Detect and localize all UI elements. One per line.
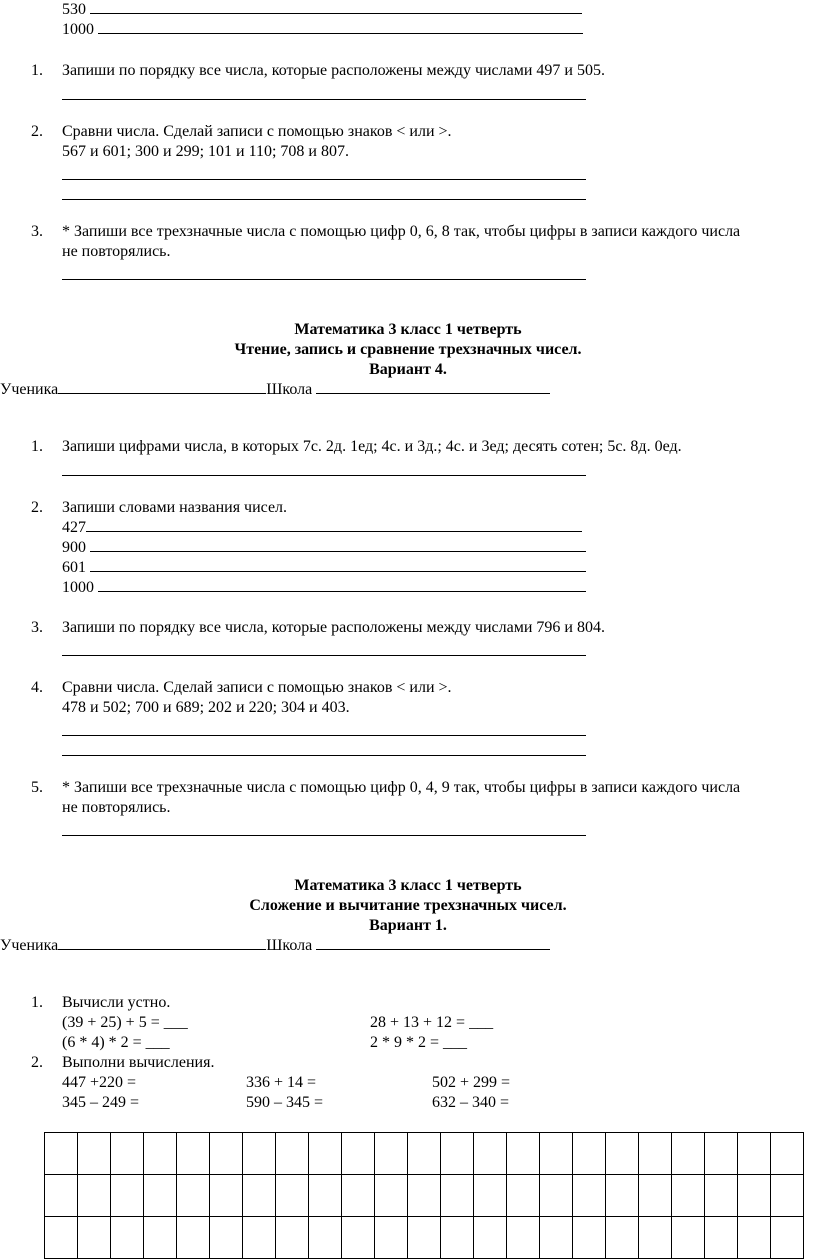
answer-line <box>62 475 586 476</box>
expression: 590 – 345 = <box>246 1094 324 1111</box>
worksheet-topic: Чтение, запись и сравнение трехзначных чисел. <box>234 341 582 358</box>
grid-cell <box>771 1175 804 1217</box>
task-text-line2: 478 и 502; 700 и 689; 202 и 220; 304 и 403. <box>62 699 350 716</box>
answer-line <box>62 735 586 736</box>
grid-cell <box>210 1133 243 1175</box>
grid-cell <box>573 1133 606 1175</box>
grid-cell <box>144 1217 177 1259</box>
task-number: 1. <box>31 62 43 79</box>
grid-cell <box>342 1217 375 1259</box>
task-text: Запиши по порядку все числа, которые расположены между числами 497 и 505. <box>62 62 605 79</box>
task-text: * Запиши все трехзначные числа с помощью цифр 0, 6, 8 так, чтобы цифры в записи каждого числа <box>62 223 741 240</box>
expression: 502 + 299 = <box>432 1074 511 1091</box>
grid-cell <box>738 1175 771 1217</box>
task-text: Вычисли устно. <box>62 994 171 1011</box>
grid-cell <box>639 1133 672 1175</box>
expression: 447 +220 = <box>62 1074 137 1091</box>
grid-cell <box>507 1133 540 1175</box>
answer-grid <box>44 1132 804 1259</box>
task-text: Запиши словами названия чисел. <box>62 499 288 516</box>
grid-cell <box>606 1133 639 1175</box>
grid-cell <box>144 1133 177 1175</box>
expression: 345 – 249 = <box>62 1094 140 1111</box>
grid-cell <box>309 1217 342 1259</box>
worksheet-title: Математика 3 класс 1 четверть <box>294 877 522 894</box>
answer-line <box>90 1 582 14</box>
school-name-line <box>316 937 550 950</box>
grid-cell <box>639 1175 672 1217</box>
grid-cell <box>441 1217 474 1259</box>
expression: (6 * 4) * 2 = ___ <box>62 1034 170 1051</box>
expression: 632 – 340 = <box>432 1094 510 1111</box>
task-text-line2: не повторялись. <box>62 799 171 816</box>
answer-line <box>98 21 583 34</box>
grid-cell <box>507 1217 540 1259</box>
grid-cell <box>45 1175 78 1217</box>
grid-cell <box>177 1217 210 1259</box>
grid-cell <box>705 1133 738 1175</box>
grid-cell <box>177 1175 210 1217</box>
answer-line <box>62 835 586 836</box>
school-label: Школа <box>266 381 313 398</box>
student-label: Ученика <box>0 381 59 398</box>
student-label: Ученика <box>0 937 59 954</box>
worksheet-variant: Вариант 4. <box>369 361 447 378</box>
grid-cell <box>78 1217 111 1259</box>
grid-cell <box>441 1133 474 1175</box>
task-number: 3. <box>31 223 43 240</box>
worksheet-title: Математика 3 класс 1 четверть <box>294 321 522 338</box>
grid-cell <box>342 1175 375 1217</box>
grid-cell <box>375 1175 408 1217</box>
grid-cell <box>771 1133 804 1175</box>
task-number: 2. <box>31 499 43 516</box>
grid-cell <box>738 1133 771 1175</box>
grid-cell <box>474 1217 507 1259</box>
grid-cell <box>474 1175 507 1217</box>
answer-line <box>86 519 582 532</box>
grid-cell <box>111 1217 144 1259</box>
grid-row <box>45 1175 804 1217</box>
grid-cell <box>771 1217 804 1259</box>
grid-cell <box>606 1217 639 1259</box>
grid-cell <box>540 1133 573 1175</box>
task-number: 1. <box>31 994 43 1011</box>
grid-cell <box>672 1133 705 1175</box>
grid-cell <box>738 1217 771 1259</box>
grid-cell <box>276 1133 309 1175</box>
grid-cell <box>474 1133 507 1175</box>
number-1000: 1000 <box>62 20 583 40</box>
grid-cell <box>606 1175 639 1217</box>
expression: 336 + 14 = <box>246 1074 317 1091</box>
number-427: 427 <box>62 518 582 538</box>
task-text: Запиши цифрами числа, в которых 7с. 2д. 1ед; 4с. и 3д.; 4с. и 3ед; десять сотен; 5с. 8д. 0ед. <box>62 438 682 455</box>
grid-cell <box>210 1217 243 1259</box>
grid-cell <box>705 1217 738 1259</box>
grid-cell <box>705 1175 738 1217</box>
grid-cell <box>276 1217 309 1259</box>
grid-cell <box>375 1217 408 1259</box>
answer-line <box>62 179 586 180</box>
grid-cell <box>177 1133 210 1175</box>
grid-cell <box>45 1133 78 1175</box>
answer-line <box>62 199 586 200</box>
worksheet-topic: Сложение и вычитание трехзначных чисел. <box>249 897 567 914</box>
student-name-line <box>58 381 266 394</box>
worksheet-variant: Вариант 1. <box>369 917 447 934</box>
grid-cell <box>540 1175 573 1217</box>
task-text: Сравни числа. Сделай записи с помощью знаков < или >. <box>62 679 452 696</box>
grid-cell <box>507 1175 540 1217</box>
grid-cell <box>210 1175 243 1217</box>
answer-line <box>90 539 586 552</box>
task-number: 2. <box>31 123 43 140</box>
task-text: * Запиши все трехзначные числа с помощью цифр 0, 4, 9 так, чтобы цифры в записи каждого числа <box>62 779 741 796</box>
grid-cell <box>573 1175 606 1217</box>
answer-line <box>62 655 586 656</box>
grid-cell <box>45 1217 78 1259</box>
expression: (39 + 25) + 5 = ___ <box>62 1014 188 1031</box>
student-school-line <box>0 936 550 956</box>
student-school-line <box>0 380 550 400</box>
number-601: 601 <box>62 558 586 578</box>
grid-cell <box>111 1175 144 1217</box>
student-name-line <box>58 937 266 950</box>
grid-row <box>45 1133 804 1175</box>
task-number: 1. <box>31 438 43 455</box>
grid-cell <box>111 1133 144 1175</box>
answer-line <box>90 559 586 572</box>
grid-cell <box>408 1217 441 1259</box>
answer-line <box>62 99 586 100</box>
task-text: Сравни числа. Сделай записи с помощью знаков < или >. <box>62 123 452 140</box>
grid-cell <box>78 1175 111 1217</box>
grid-cell <box>342 1133 375 1175</box>
grid-cell <box>408 1133 441 1175</box>
grid-cell <box>639 1217 672 1259</box>
answer-line <box>62 755 586 756</box>
grid-cell <box>408 1175 441 1217</box>
number-530: 530 <box>62 0 582 20</box>
grid-cell <box>375 1133 408 1175</box>
grid-cell <box>672 1175 705 1217</box>
grid-cell <box>276 1175 309 1217</box>
school-label: Школа <box>266 937 313 954</box>
school-name-line <box>316 381 550 394</box>
grid-cell <box>441 1175 474 1217</box>
grid-cell <box>573 1217 606 1259</box>
task-number: 2. <box>31 1054 43 1071</box>
answer-line <box>62 279 586 280</box>
grid-cell <box>243 1133 276 1175</box>
expression: 2 * 9 * 2 = ___ <box>370 1034 468 1051</box>
grid-cell <box>78 1133 111 1175</box>
grid-cell <box>144 1175 177 1217</box>
task-text: Запиши по порядку все числа, которые расположены между числами 796 и 804. <box>62 619 605 636</box>
task-text-line2: не повторялись. <box>62 243 171 260</box>
task-number: 5. <box>31 779 43 796</box>
number-1000: 1000 <box>62 578 586 598</box>
grid-cell <box>243 1217 276 1259</box>
grid-cell <box>243 1175 276 1217</box>
expression: 28 + 13 + 12 = ___ <box>370 1014 494 1031</box>
grid-row <box>45 1217 804 1259</box>
task-text-line2: 567 и 601; 300 и 299; 101 и 110; 708 и 807. <box>62 143 349 160</box>
number-900: 900 <box>62 538 586 558</box>
grid-cell <box>309 1133 342 1175</box>
grid-cell <box>672 1217 705 1259</box>
answer-line <box>98 579 586 592</box>
task-text: Выполни вычисления. <box>62 1054 215 1071</box>
grid-cell <box>540 1217 573 1259</box>
task-number: 4. <box>31 679 43 696</box>
grid-cell <box>309 1175 342 1217</box>
task-number: 3. <box>31 619 43 636</box>
